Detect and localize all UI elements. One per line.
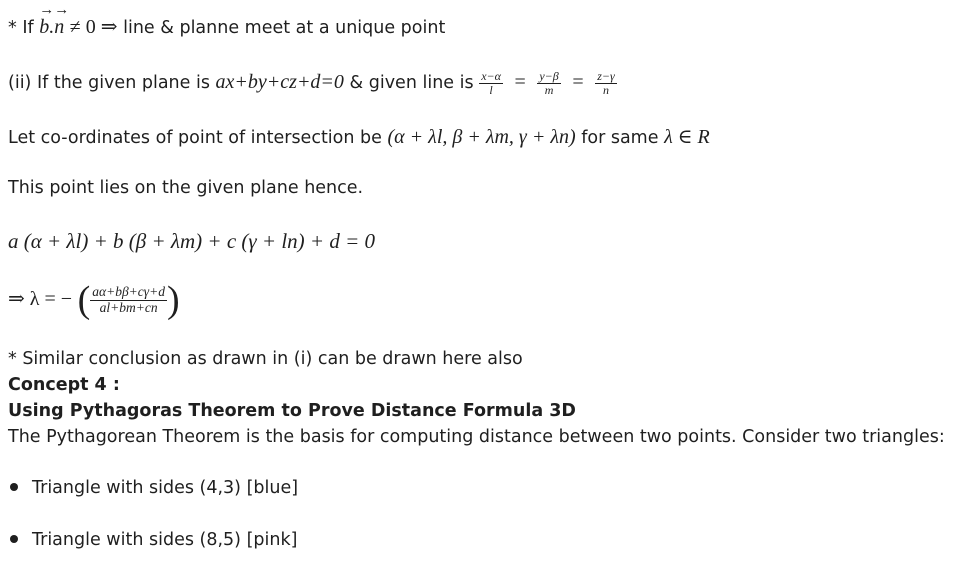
right-paren: ) (166, 279, 180, 321)
pythagoras-heading: Using Pythagoras Theorem to Prove Distance Formula 3D (8, 401, 576, 421)
plane-line-statement (8, 70, 617, 96)
concept-heading: Concept 4 : (8, 375, 120, 395)
vector-b: → b (39, 16, 49, 39)
fraction-y: $\frac{y-\beta}{m}$ (539, 69, 559, 97)
left-paren: ( (77, 279, 91, 321)
plane-equation: ax+by+cz+d=0 (215, 71, 344, 94)
plane-intro-text: (ii) If the given plane is (8, 73, 210, 94)
dot-operator: . (49, 16, 55, 38)
line-intro-text: & given line is (349, 73, 474, 94)
pythagoras-intro-text: The Pythagorean Theorem is the basis for computing distance between two points. Consider two triangles: (8, 427, 945, 447)
equals-2: = (572, 71, 584, 94)
intersection-text: Let co-ordinates of point of intersection be (8, 128, 382, 148)
triangle-blue-text: Triangle with sides (4,3) [blue] (32, 478, 299, 498)
lambda-lhs: ⇒ λ = − (8, 288, 73, 310)
bullet-icon (10, 535, 18, 543)
lambda-solution (8, 278, 180, 322)
equals-1: = (514, 71, 526, 94)
list-item (8, 530, 297, 550)
neq-implies: ≠ 0 ⇒ (69, 16, 118, 38)
intersection-point: (α + λl, β + λm, γ + λn) (387, 126, 576, 148)
fraction-x: $\frac{x-\alpha}{l}$ (481, 69, 501, 97)
substitution-equation: a (α + λl) + b (β + λm) + c (γ + ln) + d = 0 (8, 229, 376, 253)
lambda-fraction: $\frac{a\alpha+b\beta+c\gamma+d}{al+bm+cn}$ (92, 284, 165, 315)
fraction-z: $\frac{z-\gamma}{n}$ (597, 69, 615, 97)
statement-unique-point (8, 14, 445, 39)
triangle-pink-text: Triangle with sides (8,5) [pink] (32, 530, 298, 550)
lambda-real: λ ∈ R (664, 126, 710, 148)
intersection-statement (8, 124, 710, 149)
similar-conclusion-text: * Similar conclusion as drawn in (i) can be drawn here also (8, 349, 523, 369)
asterisk-if: * If (8, 18, 34, 38)
bullet-icon (10, 483, 18, 491)
lies-on-plane-text: This point lies on the given plane hence. (8, 178, 364, 198)
vector-n: → n (54, 16, 64, 39)
unique-point-text: line & planne meet at a unique point (123, 18, 446, 38)
for-same-text: for same (581, 128, 659, 148)
list-item (8, 478, 298, 498)
